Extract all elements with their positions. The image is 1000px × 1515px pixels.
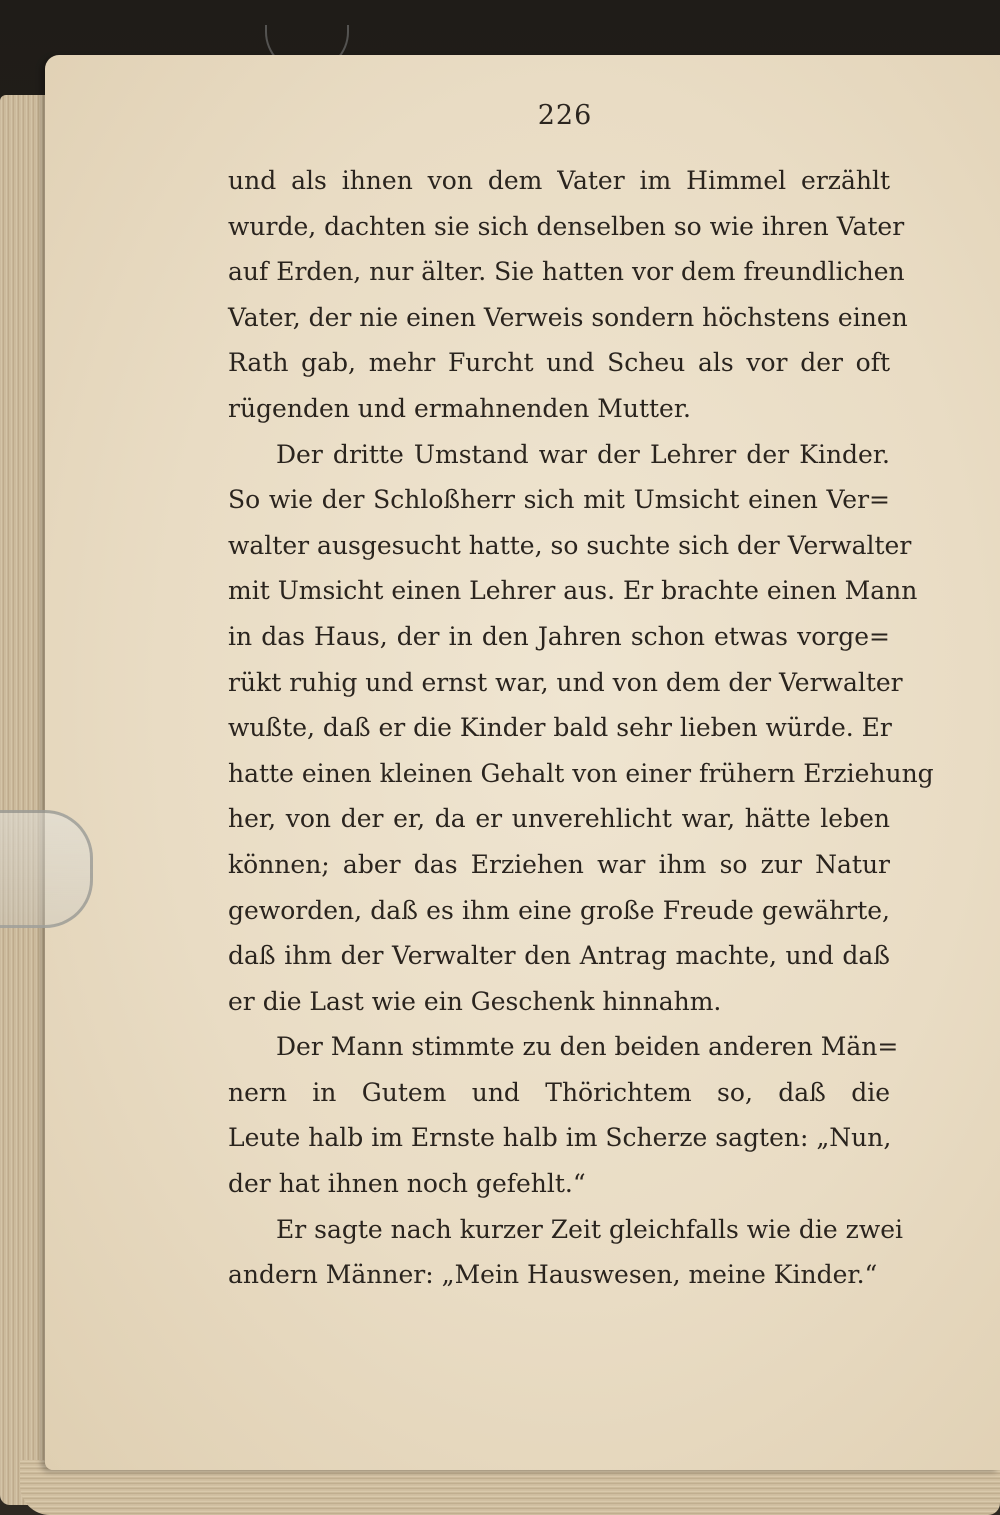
page-clip bbox=[0, 810, 93, 928]
text-line: Leute halb im Ernste halb im Scherze sagten: „Nun, bbox=[228, 1123, 892, 1153]
text-line: geworden, daß es ihm eine große Freude gewährte, bbox=[228, 895, 890, 925]
text-line: rügenden und ermahnenden Mutter. bbox=[228, 393, 691, 423]
text-line: können; aber das Erziehen war ihm so zur Natur bbox=[228, 849, 890, 879]
text-line: daß ihm der Verwalter den Antrag machte, und daß bbox=[228, 941, 890, 971]
text-line: Rath gab, mehr Furcht und Scheu als vor der oft bbox=[228, 348, 890, 378]
text-line: rükt ruhig und ernst war, und von dem der Verwalter bbox=[228, 667, 903, 697]
text-line: nern in Gutem und Thörichtem so, daß die bbox=[228, 1077, 890, 1107]
text-line: her, von der er, da er unverehlicht war, hätte leben bbox=[228, 804, 890, 834]
text-line: der hat ihnen noch gefehlt.“ bbox=[228, 1169, 586, 1199]
text-line: wußte, daß er die Kinder bald sehr lieben würde. Er bbox=[228, 713, 892, 743]
text-line: Vater, der nie einen Verweis sondern höchstens einen bbox=[228, 302, 908, 332]
text-line: auf Erden, nur älter. Sie hatten vor dem freundlichen bbox=[228, 257, 905, 287]
text-line: wurde, dachten sie sich denselben so wie ihren Vater bbox=[228, 211, 905, 241]
text-line: Der dritte Umstand war der Lehrer der Kinder. bbox=[276, 439, 890, 469]
page-text bbox=[228, 158, 934, 1298]
text-line: walter ausgesucht hatte, so suchte sich der Verwalter bbox=[228, 530, 912, 560]
text-line: und als ihnen von dem Vater im Himmel erzählt bbox=[228, 166, 890, 195]
text-line: in das Haus, der in den Jahren schon etwas vorge= bbox=[228, 621, 890, 651]
text-line: mit Umsicht einen Lehrer aus. Er brachte einen Mann bbox=[228, 576, 918, 606]
page-number: 226 bbox=[537, 100, 593, 131]
text-line: er die Last wie ein Geschenk hinnahm. bbox=[228, 986, 722, 1016]
text-line: Der Mann stimmte zu den beiden anderen Män= bbox=[276, 1032, 899, 1062]
text-line: andern Männer: „Mein Hauswesen, meine Kinder.“ bbox=[228, 1260, 878, 1290]
text-line: hatte einen kleinen Gehalt von einer frühern Erziehung bbox=[228, 758, 934, 788]
text-line: So wie der Schloßherr sich mit Umsicht einen Ver= bbox=[228, 485, 890, 515]
text-line: Er sagte nach kurzer Zeit gleichfalls wie die zwei bbox=[276, 1214, 904, 1244]
